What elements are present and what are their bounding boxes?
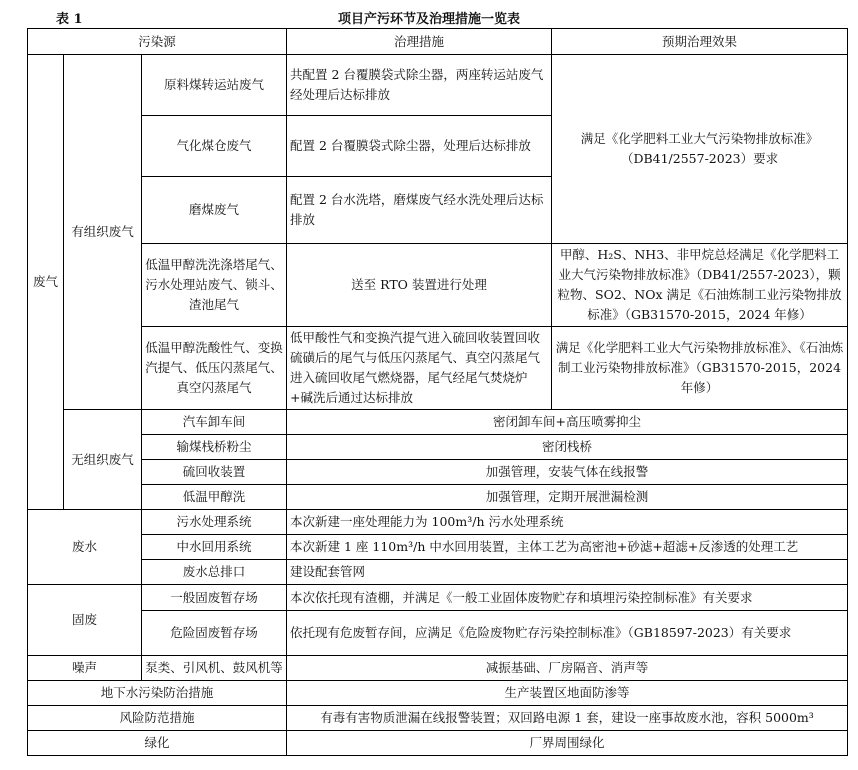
effect-cell: 甲醇、H₂S、NH3、非甲烷总烃满足《化学肥料工业大气污染物排放标准》（DB41/2557-2023），颗粒物、SO2、NOx 满足《石油炼制工业污染物排放标准》（GB31570-2015，2024 年修） xyxy=(552,244,848,327)
measure-cell: 本次依托现有渣棚，并满足《一般工业固体废物贮存和填埋污染控制标准》有关要求 xyxy=(287,585,848,611)
table-row xyxy=(28,244,848,327)
measure-cell: 本次新建 1 座 110m³/h 中水回用装置，主体工艺为高密池+砂滤+超滤+反渗透的处理工艺 xyxy=(287,535,848,560)
subcategory-organized: 有组织废气 xyxy=(64,55,142,410)
measure-cell: 建设配套管网 xyxy=(287,560,848,585)
source-cell: 泵类、引风机、鼓风机等 xyxy=(142,656,287,681)
source-cell: 危险固废暂存场 xyxy=(142,611,287,656)
measure-cell: 生产装置区地面防渗等 xyxy=(287,681,848,706)
table-row xyxy=(28,731,848,756)
table-row xyxy=(28,435,848,460)
measure-cell: 密闭卸车间+高压喷雾抑尘 xyxy=(287,410,848,435)
measure-cell: 送至 RTO 装置进行处理 xyxy=(287,244,552,327)
category-solid-waste: 固废 xyxy=(28,585,142,656)
measure-cell: 配置 2 台水洗塔，磨煤废气经水洗处理后达标排放 xyxy=(287,177,552,244)
table-row xyxy=(28,535,848,560)
source-cell: 气化煤仓废气 xyxy=(142,116,287,177)
table-row xyxy=(28,327,848,410)
category-exhaust: 废气 xyxy=(28,55,64,510)
source-cell: 污水处理系统 xyxy=(142,510,287,535)
measure-cell: 本次新建一座处理能力为 100m³/h 污水处理系统 xyxy=(287,510,848,535)
table-row xyxy=(28,585,848,611)
table-row xyxy=(28,460,848,485)
category-risk: 风险防范措施 xyxy=(28,706,287,731)
table-number: 表 1 xyxy=(56,12,83,27)
pollution-measures-table xyxy=(27,28,848,756)
category-groundwater: 地下水污染防治措施 xyxy=(28,681,287,706)
measure-cell: 加强管理，定期开展泄漏检测 xyxy=(287,485,848,510)
table-row xyxy=(28,560,848,585)
header-effect: 预期治理效果 xyxy=(552,29,848,55)
source-cell: 中水回用系统 xyxy=(142,535,287,560)
table-header-row xyxy=(28,29,848,55)
table-row xyxy=(28,510,848,535)
source-cell: 磨煤废气 xyxy=(142,177,287,244)
source-cell: 低温甲醇洗 xyxy=(142,485,287,510)
measure-cell: 共配置 2 台覆膜袋式除尘器，两座转运站废气经处理后达标排放 xyxy=(287,55,552,116)
measure-cell: 低甲酸性气和变换汽提气进入硫回收装置回收硫磺后的尾气与低压闪蒸尾气、真空闪蒸尾气进入硫回收尾气燃烧器，尾气经尾气焚烧炉+碱洗后通过达标排放 xyxy=(287,327,552,410)
measure-cell: 有毒有害物质泄漏在线报警装置；双回路电源 1 套，建设一座事故废水池，容积 5000m³ xyxy=(287,706,848,731)
source-cell: 输煤栈桥粉尘 xyxy=(142,435,287,460)
source-cell: 硫回收装置 xyxy=(142,460,287,485)
source-cell: 低温甲醇洗酸性气、变换汽提气、低压闪蒸尾气、真空闪蒸尾气 xyxy=(142,327,287,410)
effect-cell: 满足《化学肥料工业大气污染物排放标准》（DB41/2557-2023）要求 xyxy=(552,55,848,244)
measure-cell: 密闭栈桥 xyxy=(287,435,848,460)
source-cell: 原料煤转运站废气 xyxy=(142,55,287,116)
measure-cell: 厂界周围绿化 xyxy=(287,731,848,756)
table-row xyxy=(28,706,848,731)
measure-cell: 依托现有危废暂存间，应满足《危险废物贮存污染控制标准》（GB18597-2023）有关要求 xyxy=(287,611,848,656)
table-row xyxy=(28,681,848,706)
measure-cell: 加强管理，安装气体在线报警 xyxy=(287,460,848,485)
subcategory-unorganized: 无组织废气 xyxy=(64,410,142,510)
category-noise: 噪声 xyxy=(28,656,142,681)
category-wastewater: 废水 xyxy=(28,510,142,585)
table-row xyxy=(28,656,848,681)
measure-cell: 配置 2 台覆膜袋式除尘器，处理后达标排放 xyxy=(287,116,552,177)
category-greening: 绿化 xyxy=(28,731,287,756)
table-row xyxy=(28,410,848,435)
header-source: 污染源 xyxy=(28,29,287,55)
source-cell: 低温甲醇洗洗涤塔尾气、污水处理站废气、锁斗、渣池尾气 xyxy=(142,244,287,327)
table-title: 项目产污环节及治理措施一览表 xyxy=(337,12,520,27)
table-row xyxy=(28,55,848,116)
source-cell: 废水总排口 xyxy=(142,560,287,585)
table-row xyxy=(28,611,848,656)
measure-cell: 减振基础、厂房隔音、消声等 xyxy=(287,656,848,681)
effect-cell: 满足《化学肥料工业大气污染物排放标准》、《石油炼制工业污染物排放标准》（GB31570-2015，2024 年修） xyxy=(552,327,848,410)
header-measure: 治理措施 xyxy=(287,29,552,55)
source-cell: 一般固废暂存场 xyxy=(142,585,287,611)
source-cell: 汽车卸车间 xyxy=(142,410,287,435)
table-row xyxy=(28,485,848,510)
